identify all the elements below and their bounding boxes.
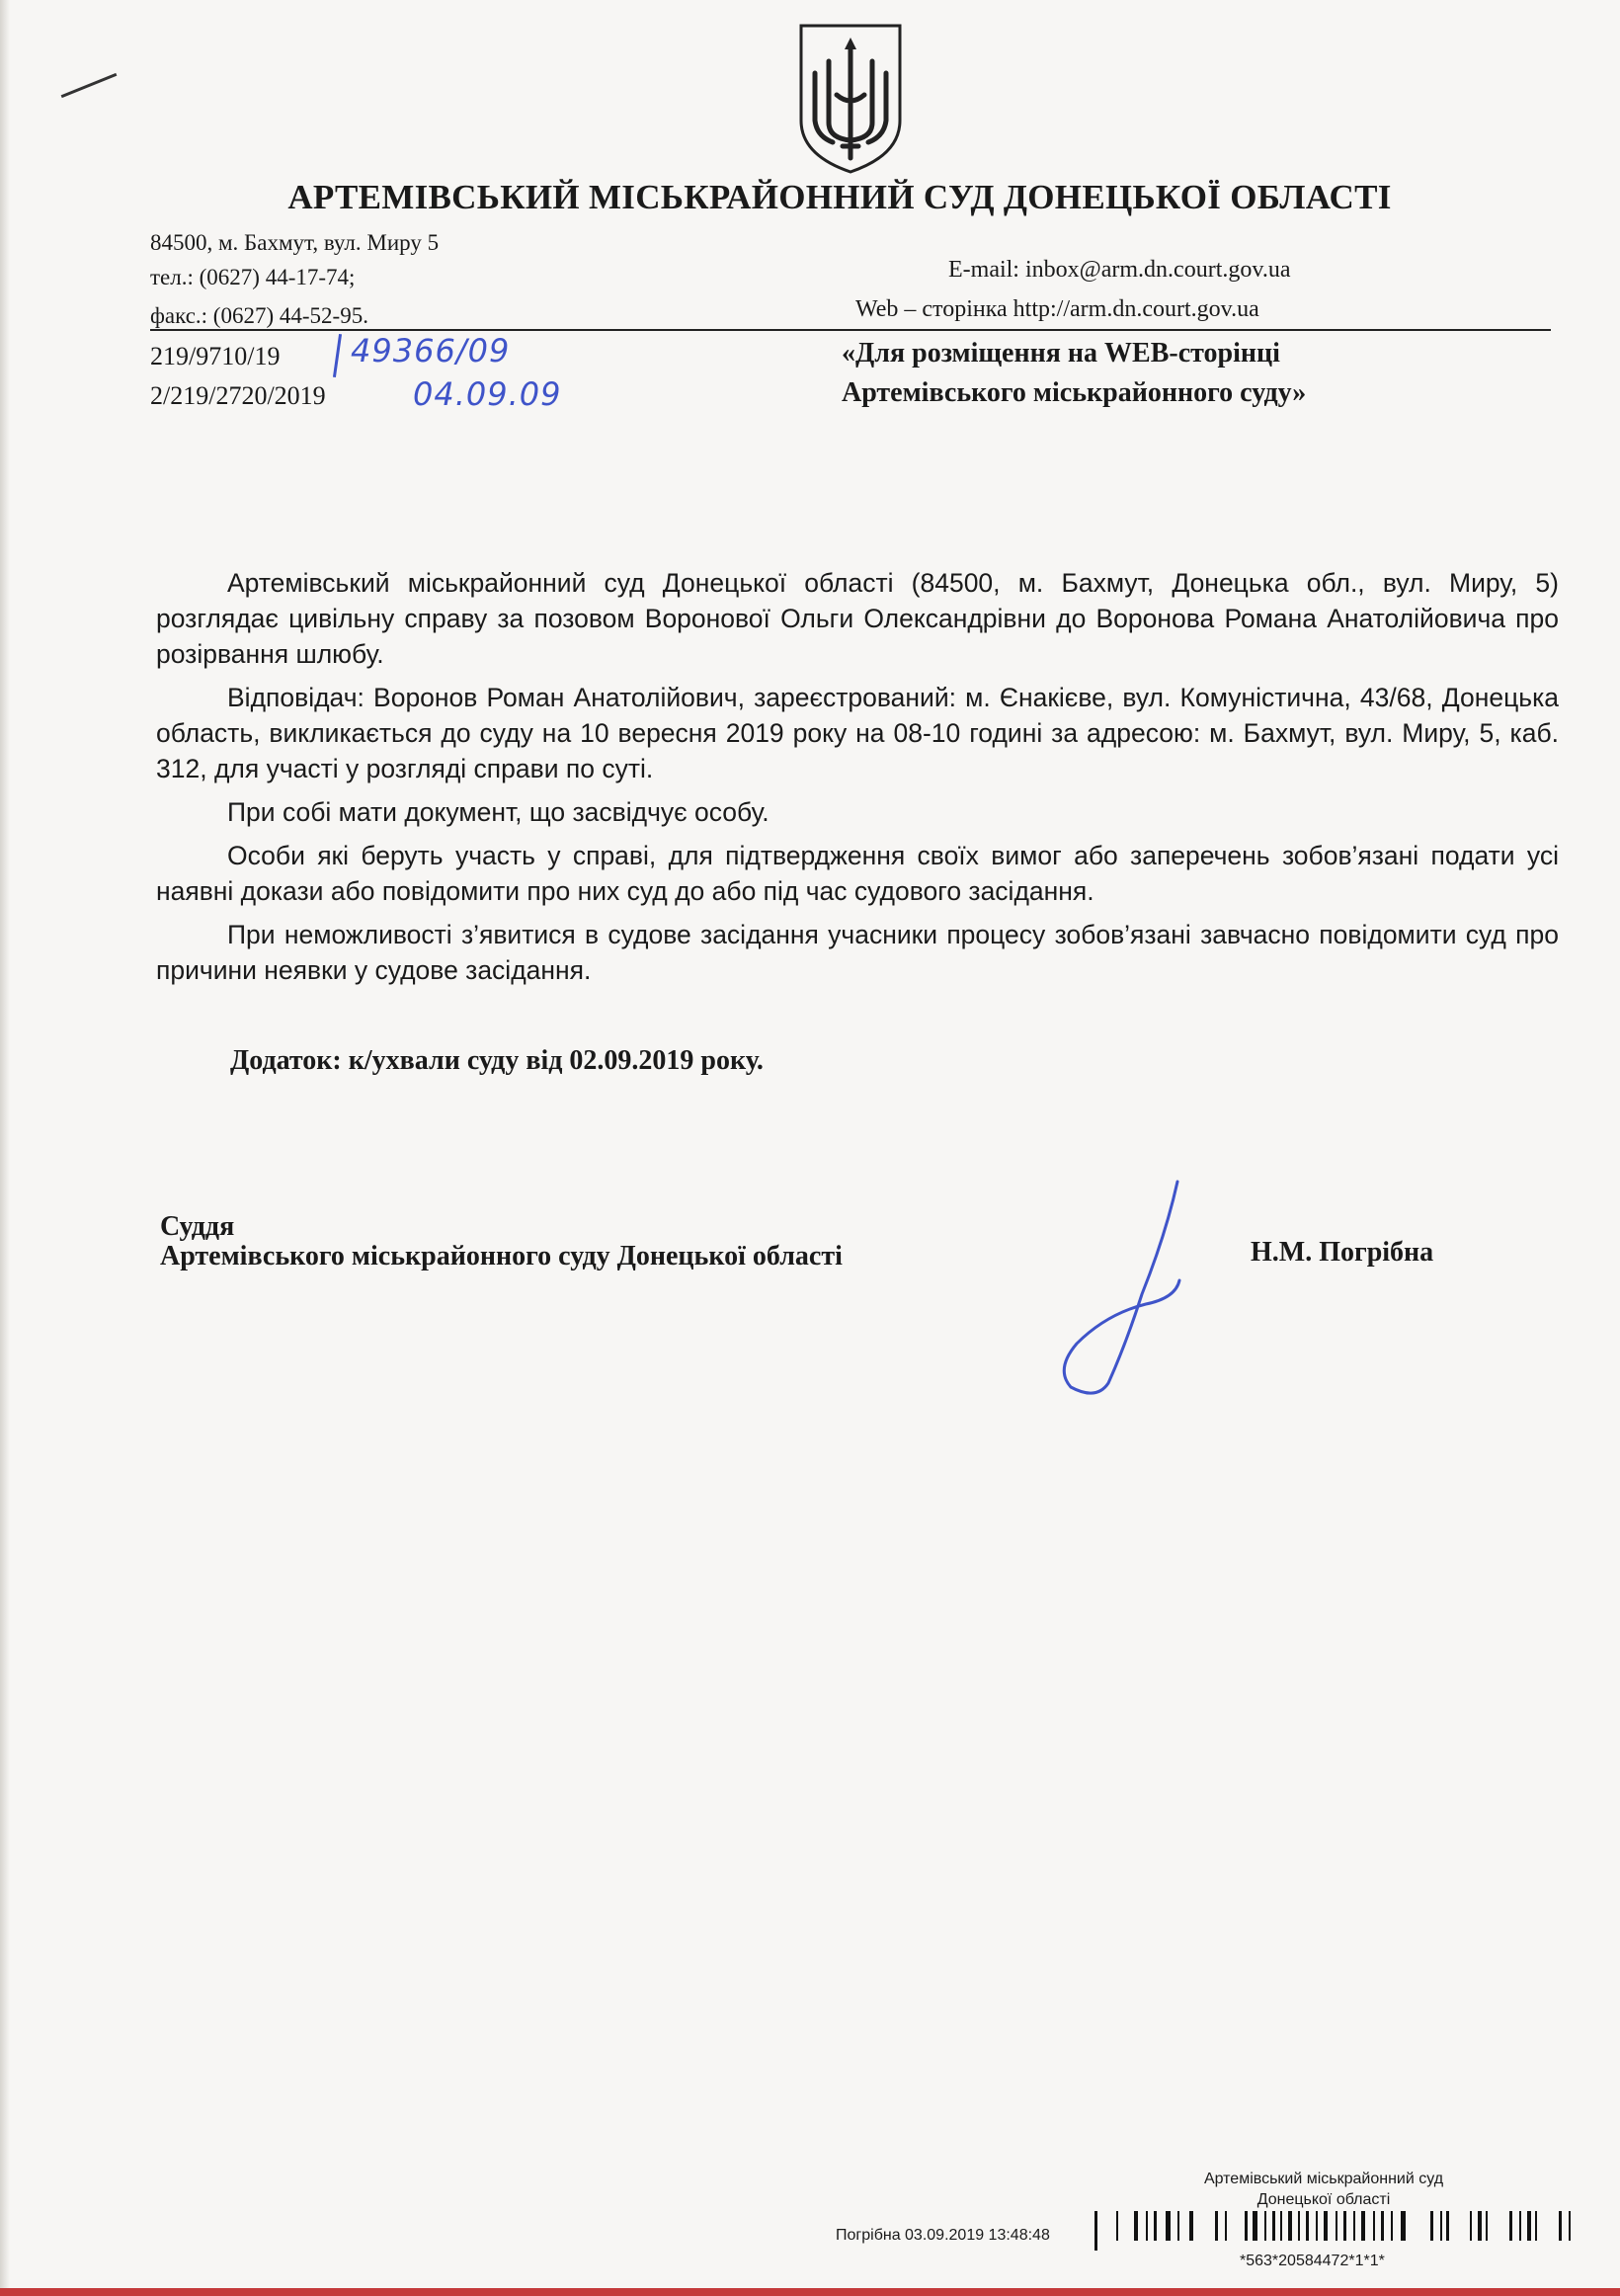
notice-paragraph: Відповідач: Воронов Роман Анатолійович, зареєстрований: м. Єнакієве, вул. Комуністична, 43/68, Донецька область, викликається до суду на 10 вересня 2019 року на 08-10 годині за адресою: м. Бахмут, вул. Миру, 5, каб. 312, для участі у розгляді справи по суті. (156, 683, 1559, 783)
notice-body (156, 565, 1559, 996)
handwritten-slash (333, 334, 342, 377)
notice-paragraph: При неможливості з’явитися в судове засідання учасники процесу зобов’язані завчасно повідомити суд про причини неявки у судове засідання. (156, 920, 1559, 985)
judge-court: Артемівського міськрайонного суду Донецької області (160, 1241, 843, 1271)
web-note-line2: Артемівського міськрайонного суду» (842, 377, 1307, 408)
court-website: Web – сторінка http://arm.dn.court.gov.ua (855, 296, 1259, 322)
court-email: E-mail: inbox@arm.dn.court.gov.ua (948, 257, 1291, 283)
barcode-text: *563*20584472*1*1* (1240, 2253, 1385, 2269)
notice-paragraph: Особи які беруть участь у справі, для підтвердження своїх вимог або заперечень зобов’язані подати усі наявні докази або повідомити про них суд до або під час судового засідання. (156, 841, 1559, 906)
header-rule (150, 329, 1551, 331)
scan-mark (61, 73, 118, 98)
court-fax: факс.: (0627) 44-52-95. (150, 303, 368, 328)
handwritten-signature (1047, 1176, 1225, 1403)
scan-edge (0, 0, 10, 2296)
notice-paragraph: Артемівський міськрайонний суд Донецької області (84500, м. Бахмут, Донецька обл., вул. Миру, 5) розглядає цивільну справу за позовом Воронової Ольги Олександрівни до Воронова Романа Анатолійовича про розірвання шлюбу. (156, 568, 1559, 669)
proceeding-number: 2/219/2720/2019 (150, 381, 326, 410)
handwritten-date: 04.09.09 (413, 375, 562, 413)
handwritten-outgoing-number: 49366/09 (351, 332, 511, 369)
web-note-line1: «Для розміщення на WEB-сторінці (842, 338, 1280, 369)
judge-title: Суддя (160, 1211, 235, 1242)
coat-of-arms-icon (795, 22, 906, 176)
stamp-meta: Погрібна 03.09.2019 13:48:48 (836, 2227, 1050, 2244)
attachment-note: Додаток: к/ухвали суду від 02.09.2019 року. (230, 1045, 764, 1076)
case-number: 219/9710/19 (150, 342, 281, 370)
barcode-icon (1094, 2211, 1574, 2251)
court-name: АРТЕМІВСЬКИЙ МІСЬКРАЙОННИЙ СУД ДОНЕЦЬКОЇ ОБЛАСТІ (287, 178, 1392, 216)
court-phone: тел.: (0627) 44-17-74; (150, 265, 356, 289)
notice-paragraph: При собі мати документ, що засвідчує особу. (227, 797, 770, 827)
court-address: 84500, м. Бахмут, вул. Миру 5 (150, 230, 440, 255)
judge-name: Н.М. Погрібна (1251, 1237, 1434, 1268)
stamp-court-name: Артемівський міськрайонний суд Донецької області (1203, 2171, 1444, 2208)
scan-bottom-edge (0, 2288, 1620, 2296)
